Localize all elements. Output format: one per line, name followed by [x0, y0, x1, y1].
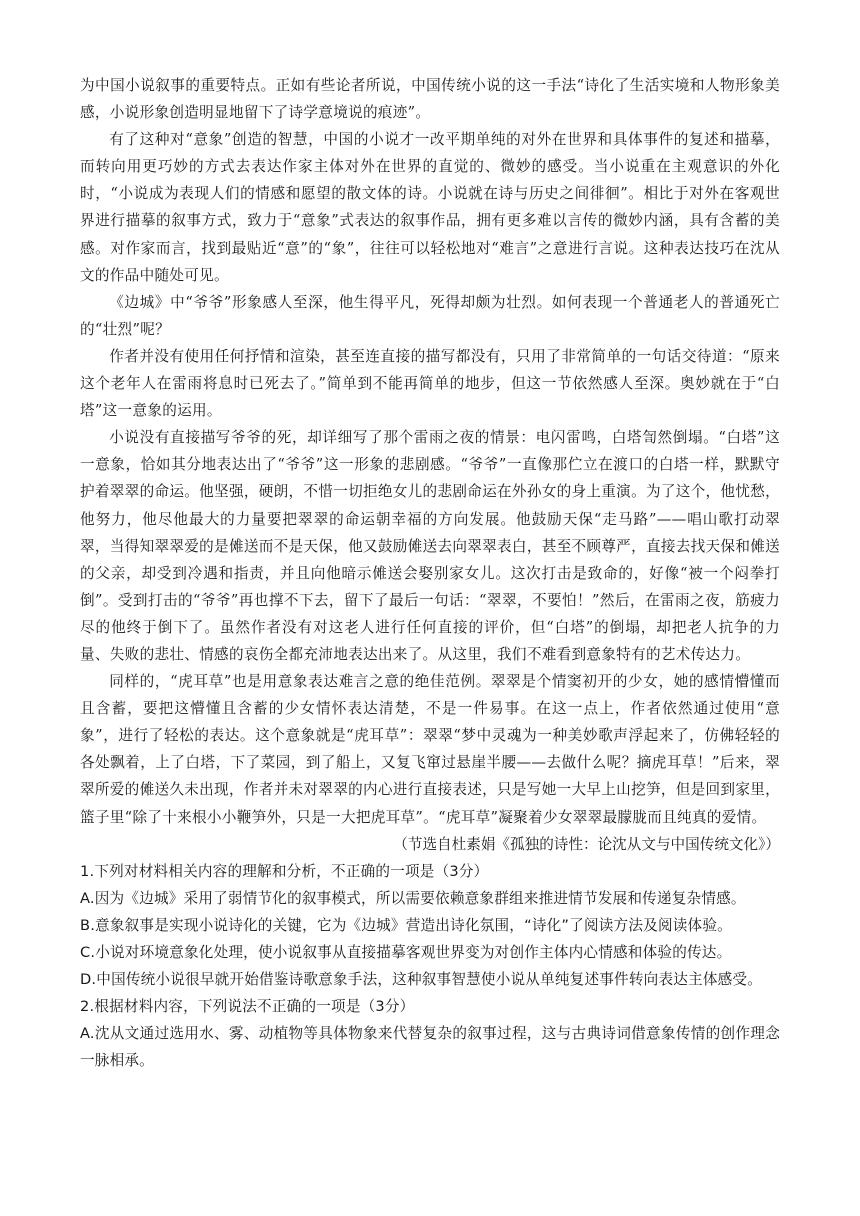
option-a: A.沈从文通过选用水、雾、动植物等具体物象来代替复杂的叙事过程，这与古典诗词借意象传情的创作理念一脉相承。 — [80, 1025, 780, 1070]
question-1 — [80, 858, 780, 993]
source-citation: （节选自杜素娟《孤独的诗性：论沈从文与中国传统文化》） — [393, 835, 780, 853]
option-b: B.意象叙事是实现小说诗化的关键，它为《边城》营造出诗化氛围，“诗化”了阅读方法及阅读体验。 — [80, 916, 732, 934]
option-a: A.因为《边城》采用了弱情节化的叙事模式，所以需要依赖意象群组来推进情节发展和传递复杂情感。 — [80, 889, 746, 907]
question-stem: 2.根据材料内容，下列说法不正确的一项是（3分） — [80, 998, 415, 1016]
option-d: D.中国传统小说很早就开始借鉴诗歌意象手法，这种叙事智慧使小说从单纯复述事件转向表达主体感受。 — [80, 971, 762, 989]
document-page — [80, 72, 780, 1074]
paragraph-2: 《边城》中“爷爷”形象感人至深，他生得平凡，死得却颇为壮烈。如何表现一个普通老人的普通死亡的“壮烈”呢？ — [80, 293, 780, 338]
question-stem: 1.下列对材料相关内容的理解和分析，不正确的一项是（3分） — [80, 862, 489, 880]
paragraph-3: 作者并没有使用任何抒情和渲染，甚至连直接的描写都没有，只用了非常简单的一句话交待道：“原来这个老年人在雷雨将息时已死去了。”简单到不能再简单的地步，但这一节依然感人至深。奥妙就在于“白塔”这一意象的运用。 — [80, 347, 780, 420]
paragraph-4: 小说没有直接描写爷爷的死，却详细写了那个雷雨之夜的情景：电闪雷鸣，白塔訇然倒塌。“白塔”这一意象，恰如其分地表达出了“爷爷”这一形象的悲剧感。“爷爷”一直像那伫立在渡口的白塔一样，默默守护着翠翠的命运。他坚强，硬朗，不惜一切拒绝女儿的悲剧命运在外孙女的身上重演。为了这个，他忧愁，他努力，他尽他最大的力量要把翠翠的命运朝幸福的方向发展。他鼓励天保“走马路”——唱山歌打动翠翠，当得知翠翠爱的是傩送而不是天保，他又鼓励傩送去向翠翠表白，甚至不顾尊严，直接去找天保和傩送的父亲，却受到冷遇和指责，并且向他暗示傩送会娶别家女儿。这次打击是致命的，好像“被一个闷拳打倒”。受到打击的“爷爷”再也撑不下去，留下了最后一句话：“翠翠，不要怕！”然后，在雷雨之夜，筋疲力尽的他终于倒下了。虽然作者没有对这老人进行任何直接的评价，但“白塔”的倒塌，却把老人抗争的力量、失败的悲壮、情感的哀伤全都充沛地表达出来了。从这里，我们不难看到意象特有的艺术传达力。 — [80, 429, 781, 663]
question-2 — [80, 993, 780, 1074]
option-c: C.小说对环境意象化处理，使小说叙事从直接描摹客观世界变为对创作主体内心情感和体验的传达。 — [80, 944, 732, 961]
article-body — [80, 72, 780, 858]
paragraph-5: 同样的，“虎耳草”也是用意象表达难言之意的绝佳范例。翠翠是个情窦初开的少女，她的感情懵懂而且含蓄，要把这懵懂且含蓄的少女情怀表达清楚，不是一件易事。在这一点上，作者依然通过使用“意象”，进行了轻松的表达。这个意象就是“虎耳草”：翠翠“梦中灵魂为一种美妙歌声浮起来了，仿佛轻轻的各处飘着，上了白塔，下了菜园，到了船上，又复飞窜过悬崖半腰——去做什么呢？摘虎耳草！”后来，翠翠所爱的傩送久未出现，作者并未对翠翠的内心进行直接表述，只是写她一大早上山挖笋，但是回到家里，篮子里“除了十来根小小鞭笋外，只是一大把虎耳草”。“虎耳草”凝聚着少女翠翠最朦胧而且纯真的爱情。 — [80, 673, 781, 826]
paragraph-1: 有了这种对“意象”创造的智慧，中国的小说才一改平期单纯的对外在世界和具体事件的复述和描摹，而转向用更巧妙的方式去表达作家主体对外在世界的直觉的、微妙的感受。当小说重在主观意识的外化时，“小说成为表现人们的情感和愿望的散文体的诗。小说就在诗与历史之间徘徊”。相比于对外在客观世界进行描摹的叙事方式，致力于“意象”式表达的叙事作品，拥有更多难以言传的微妙内涵，具有含蓄的美感。对作家而言，找到最贴近“意”的“象”，往往可以轻松地对“难言”之意进行言说。这种表达技巧在沈从文的作品中随处可见。 — [80, 131, 780, 284]
paragraph-0: 为中国小说叙事的重要特点。正如有些论者所说，中国传统小说的这一手法“诗化了生活实境和人物形象美感，小说形象创造明显地留下了诗学意境说的痕迹”。 — [80, 77, 780, 122]
